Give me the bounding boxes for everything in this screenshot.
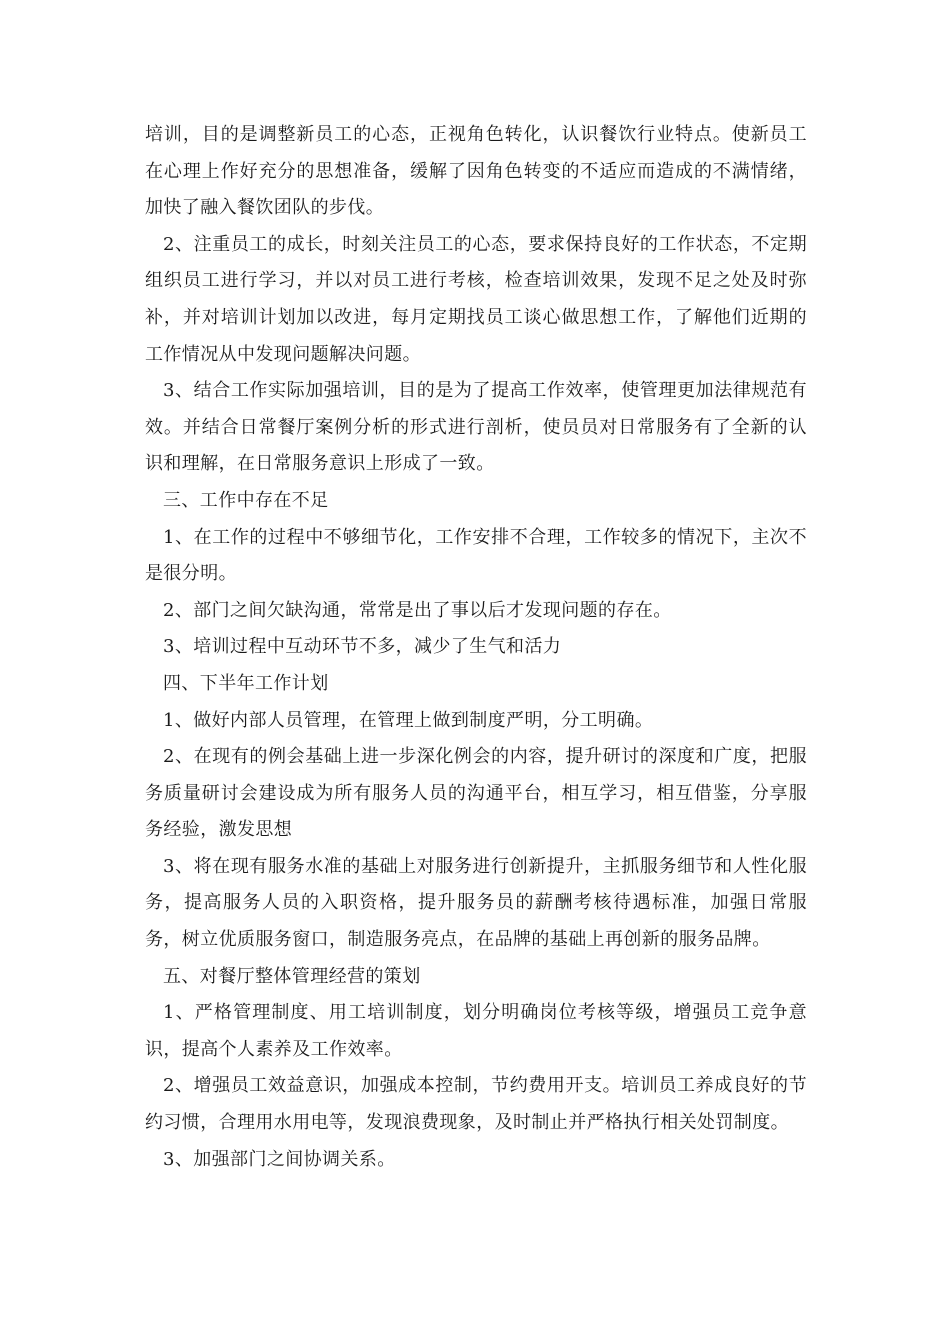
paragraph-plan-2: 2、在现有的例会基础上进一步深化例会的内容，提升研讨的深度和广度，把服务质量研讨会建设成为所有服务人员的沟通平台，相互学习，相互借鉴，分享服务经验，激发思想 — [145, 746, 807, 841]
paragraph-shortcoming-2: 2、部门之间欠缺沟通，常常是出了事以后才发现问题的存在。 — [163, 599, 672, 621]
paragraph-plan-1: 1、做好内部人员管理，在管理上做到制度严明，分工明确。 — [163, 709, 654, 731]
paragraph-strategy-3: 3、加强部门之间协调关系。 — [163, 1148, 396, 1170]
paragraph-employee-growth: 2、注重员工的成长，时刻关注员工的心态，要求保持良好的工作状态，不定期组织员工进行学习，并以对员工进行考核，检查培训效果，发现不足之处及时弥补，并对培训计划加以改进，每月定期找员工谈心做思想工作，了解他们近期的工作情况从中发现问题解决问题。 — [145, 233, 807, 365]
section-heading-management-strategy: 五、对餐厅整体管理经营的策划 — [163, 965, 421, 987]
paragraph-shortcoming-3: 3、培训过程中互动环节不多，减少了生气和活力 — [163, 636, 562, 658]
section-heading-second-half-plan: 四、下半年工作计划 — [163, 672, 329, 694]
paragraph-shortcoming-1: 1、在工作的过程中不够细节化，工作安排不合理，工作较多的情况下，主次不是很分明。 — [145, 526, 807, 585]
paragraph-plan-3: 3、将在现有服务水准的基础上对服务进行创新提升，主抓服务细节和人性化服务，提高服务人员的入职资格，提升服务员的薪酬考核待遇标准，加强日常服务，树立优质服务窗口，制造服务亮点，在品牌的基础上再创新的服务品牌。 — [145, 855, 807, 951]
paragraph-strategy-2: 2、增强员工效益意识，加强成本控制，节约费用开支。培训员工养成良好的节约习惯，合理用水用电等，发现浪费现象，及时制止并严格执行相关处罚制度。 — [145, 1075, 807, 1134]
paragraph-training-efficiency: 3、结合工作实际加强培训，目的是为了提高工作效率，使管理更加法律规范有效。并结合日常餐厅案例分析的形式进行剖析，使员员对日常服务有了全新的认识和理解，在日常服务意识上形成了一致。 — [145, 380, 807, 475]
section-heading-shortcomings: 三、工作中存在不足 — [163, 489, 329, 511]
paragraph-strategy-1: 1、严格管理制度、用工培训制度，划分明确岗位考核等级，增强员工竞争意识，提高个人素养及工作效率。 — [145, 1002, 807, 1060]
paragraph-intro-continued: 培训，目的是调整新员工的心态，正视角色转化，认识餐饮行业特点。使新员工在心理上作好充分的思想准备，缓解了因角色转变的不适应而造成的不满情绪，加快了融入餐饮团队的步伐。 — [145, 124, 807, 219]
document-page — [145, 117, 807, 1178]
